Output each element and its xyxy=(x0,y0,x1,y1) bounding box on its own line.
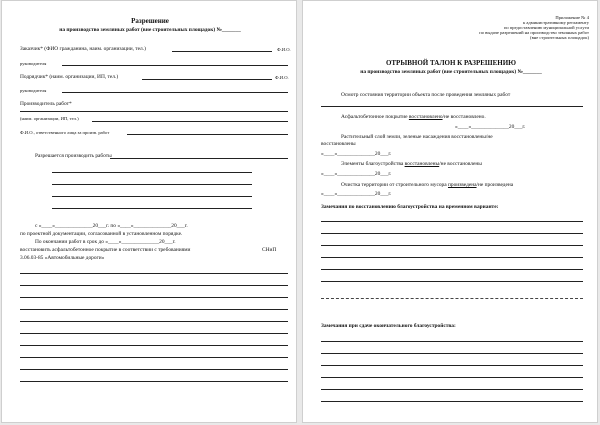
extra-line-1[interactable] xyxy=(20,273,288,274)
allowed-line-2[interactable] xyxy=(52,172,252,173)
customer-label: Заказчик* (ФИО гражданина, наим. организации, тел.) xyxy=(20,46,146,52)
final-remarks-heading: Замечания при сдаче окончательного благоустройства: xyxy=(321,323,456,329)
appendix-line-2: к административному регламенту xyxy=(523,20,589,25)
final-line-4[interactable] xyxy=(321,377,583,378)
temp-line-6[interactable] xyxy=(321,281,583,282)
allowed-line-1[interactable] xyxy=(110,158,288,159)
extra-line-4[interactable] xyxy=(20,309,288,310)
extra-line-5[interactable] xyxy=(20,321,288,322)
appendix-line-5: (вне строительных площадок) xyxy=(530,35,589,40)
inspection-text: Осмотр состояния территории объекта после проведения земляных работ xyxy=(341,92,511,98)
extra-line-6[interactable] xyxy=(20,333,288,334)
director-label-2: руководителя xyxy=(20,88,47,93)
soil-text-2: восстановлены xyxy=(321,141,356,147)
tear-off-subtitle: на производство земляных работ (вне строительных площадок) №_______ xyxy=(360,69,542,75)
works-producer-line[interactable] xyxy=(20,111,288,112)
final-line-2[interactable] xyxy=(321,353,583,354)
deadline-line: По окончании работ в срок до «____»______________20___г. xyxy=(35,239,176,245)
temporary-remarks-heading: Замечания по восстановлению благоустройства на временном варианте: xyxy=(321,204,499,210)
date-2: «____»______________20___г. xyxy=(321,151,392,157)
tear-off-title: ОТРЫВНОЙ ТАЛОН К РАЗРЕШЕНИЮ xyxy=(385,59,517,67)
temp-line-4[interactable] xyxy=(321,257,583,258)
responsible-label: Ф.И.О., ответственного лица за произв. работ xyxy=(20,130,110,135)
final-line-3[interactable] xyxy=(321,365,583,366)
fio-label-2: Ф.И.О. xyxy=(275,75,289,80)
extra-line-7[interactable] xyxy=(20,345,288,346)
contractor-label: Подрядчик* (наим. организации, ИП, тел.) xyxy=(20,74,119,80)
extra-line-2[interactable] xyxy=(20,285,288,286)
works-producer-sub: (наим. организации, ИП, тел.) xyxy=(20,116,79,121)
director-label: руководителя xyxy=(20,61,47,66)
permit-page xyxy=(1,0,297,423)
customer-line[interactable] xyxy=(172,51,272,52)
inspection-line[interactable] xyxy=(321,106,583,107)
extra-line-10[interactable] xyxy=(20,381,288,382)
snip-number: 3.06.03-85 «Автомобильные дороги» xyxy=(20,255,105,261)
temp-line-2[interactable] xyxy=(321,233,583,234)
temp-line-3[interactable] xyxy=(321,245,583,246)
director-line[interactable] xyxy=(62,65,288,66)
snip-label: СНиП xyxy=(262,247,277,253)
appendix-line-1: Приложение № 4 xyxy=(555,15,589,20)
appendix-line-3: по предоставлению муниципальной услуги xyxy=(503,25,589,30)
extra-line-3[interactable] xyxy=(20,297,288,298)
temp-line-5[interactable] xyxy=(321,269,583,270)
cleaning-text: Очистка территории от строительного мусора произведена/не произведена xyxy=(341,182,514,188)
final-line-1[interactable] xyxy=(321,341,583,342)
date-4: «____»______________20___г. xyxy=(321,191,392,197)
contractor-line[interactable] xyxy=(142,79,272,80)
date-3: «____»______________20___г. xyxy=(321,171,392,177)
appendix-line-4: по выдаче разрешений на производство земляных работ xyxy=(479,30,589,35)
cut-line xyxy=(321,298,583,299)
date-1: «____»______________20___г. xyxy=(455,124,526,130)
extra-line-8[interactable] xyxy=(20,357,288,358)
allowed-label: Разрешается производить работы xyxy=(35,153,112,159)
final-line-6[interactable] xyxy=(321,401,583,402)
asphalt-text: Асфальтобетонное покрытие восстановлено/не восстановлено. xyxy=(341,114,486,120)
works-producer-label: Производитель работ* xyxy=(20,101,72,107)
fio-label: Ф.И.О. xyxy=(277,47,291,52)
allowed-line-4[interactable] xyxy=(52,196,252,197)
soil-text-1: Растительный слой земли, зеленые насаждения восстановлены/не xyxy=(341,134,493,140)
elements-text: Элементы благоустройства восстановлены/не восстановлены xyxy=(341,161,482,167)
permit-subtitle: на производство земляных работ (вне строительных площадок) №_______ xyxy=(59,27,241,33)
extra-line-9[interactable] xyxy=(20,369,288,370)
works-producer-line-2[interactable] xyxy=(92,121,288,122)
temp-line-1[interactable] xyxy=(321,221,583,222)
period-line: с «____»______________20___г. по «____»______________20___г. xyxy=(35,223,188,229)
restore-text: восстановить асфальтобетонное покрытие в соответствии с требованиями xyxy=(20,247,191,253)
tear-off-page xyxy=(302,0,598,423)
final-line-5[interactable] xyxy=(321,389,583,390)
allowed-line-3[interactable] xyxy=(52,184,252,185)
director-line-2[interactable] xyxy=(62,92,288,93)
project-doc-text: по проектной документации, согласованной в установленном порядке. xyxy=(20,231,183,237)
responsible-line[interactable] xyxy=(127,134,288,135)
allowed-line-5[interactable] xyxy=(52,208,252,209)
permit-title: Разрешение xyxy=(131,17,169,25)
